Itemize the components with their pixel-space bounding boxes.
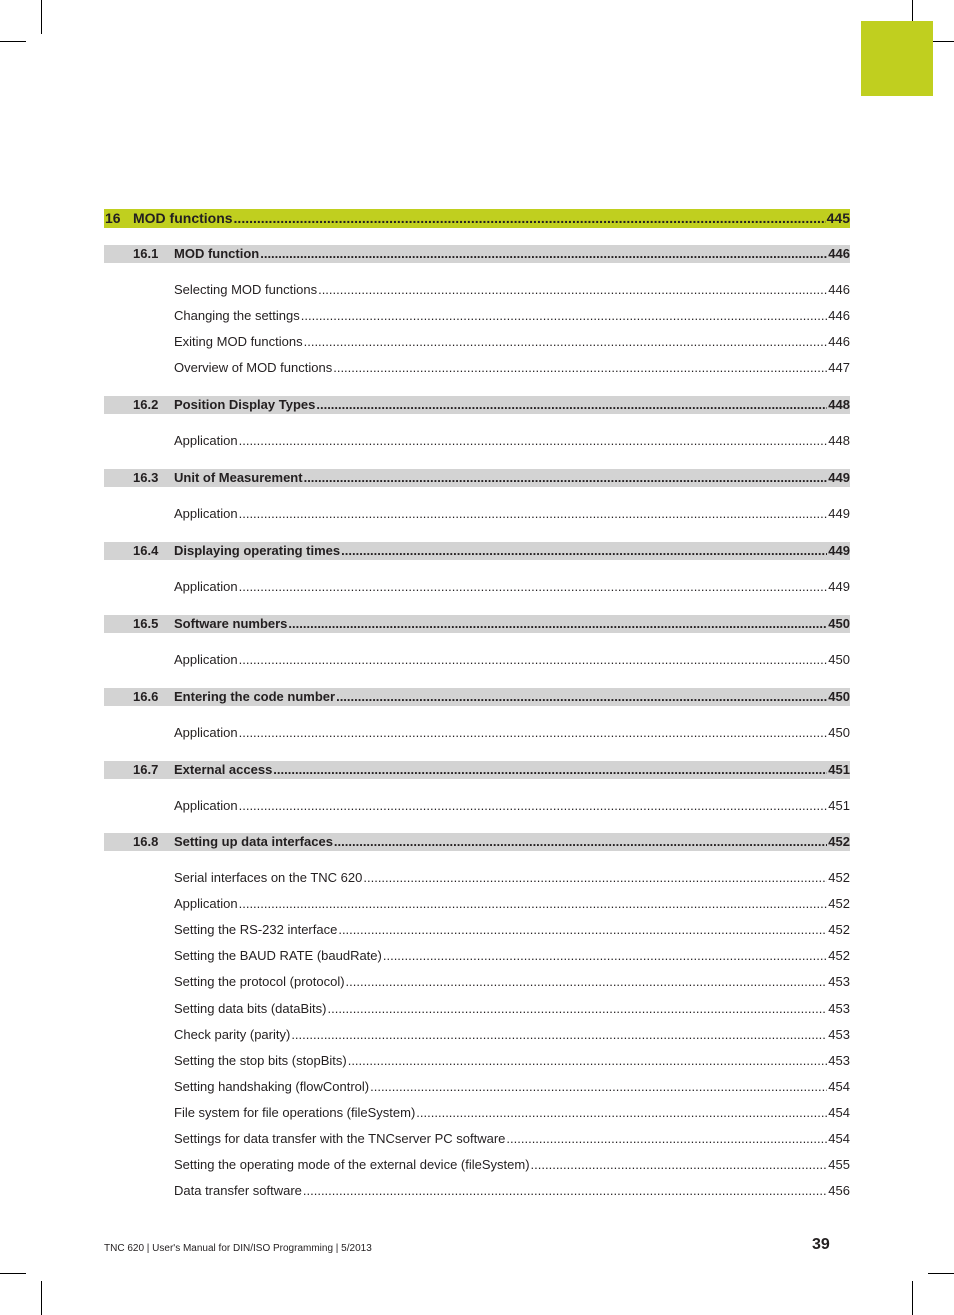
dot-leader (260, 245, 827, 263)
section-heading[interactable] (174, 833, 850, 851)
dot-leader (383, 947, 827, 965)
entry-page: 454 (828, 1104, 850, 1120)
section-title: Position Display Types (174, 397, 316, 412)
entry-page: 450 (828, 652, 850, 667)
dot-leader (416, 1104, 827, 1122)
section-title: Software numbers (174, 616, 288, 631)
dot-leader (291, 1026, 827, 1044)
section-title: Entering the code number (174, 689, 336, 704)
toc-entry[interactable] (174, 947, 850, 965)
dot-leader (303, 1182, 827, 1200)
entry-title: Setting the stop bits (stopBits) (174, 1052, 347, 1068)
section-page: 450 (828, 689, 850, 704)
toc-entry[interactable] (174, 724, 850, 742)
section-title: Setting up data interfaces (174, 834, 333, 849)
section-number: 16.2 (133, 397, 159, 412)
toc-entry[interactable] (174, 869, 850, 887)
dot-leader (334, 833, 827, 851)
entry-title: Application (174, 433, 238, 448)
dot-leader (346, 973, 828, 991)
entry-page: 448 (828, 433, 850, 448)
toc-entry[interactable] (174, 1000, 850, 1018)
entry-page: 449 (828, 506, 850, 521)
entry-title: Setting the operating mode of the external device (fileSystem) (174, 1157, 530, 1173)
toc-entry[interactable] (174, 1182, 850, 1200)
dot-leader (506, 1130, 827, 1148)
toc-entry[interactable] (174, 359, 850, 377)
dot-leader (316, 396, 827, 414)
dot-leader (288, 615, 827, 633)
toc-entry[interactable] (174, 895, 850, 913)
entry-title: Check parity (parity) (174, 1026, 291, 1042)
section-number: 16.8 (133, 834, 159, 849)
entry-page: 455 (828, 1157, 850, 1173)
entry-title: Changing the settings (174, 308, 300, 324)
dot-leader (341, 542, 827, 560)
toc-entry[interactable] (174, 1130, 850, 1148)
section-number: 16.5 (133, 616, 159, 631)
section-number: 16.4 (133, 543, 159, 558)
section-number: 16.3 (133, 470, 159, 485)
chapter-page: 445 (826, 210, 850, 226)
entry-page: 454 (828, 1131, 850, 1146)
dot-leader (239, 724, 828, 742)
crop-mark (0, 41, 26, 42)
section-title: External access (174, 762, 273, 777)
section-heading[interactable] (174, 688, 850, 706)
entry-title: Setting handshaking (flowControl) (174, 1078, 370, 1094)
dot-leader (301, 307, 828, 325)
dot-leader (239, 797, 828, 815)
section-page: 449 (828, 470, 850, 485)
chapter-number: 16 (105, 210, 121, 226)
dot-leader (239, 651, 828, 669)
toc-entry[interactable] (174, 973, 850, 991)
entry-title: Selecting MOD functions (174, 282, 318, 297)
dot-leader (348, 1052, 828, 1070)
entry-page: 453 (828, 1000, 850, 1016)
entry-title: Application (174, 652, 238, 667)
entry-page: 446 (828, 334, 850, 350)
section-heading[interactable] (174, 542, 850, 560)
dot-leader (304, 333, 828, 351)
dot-leader (338, 921, 827, 939)
dot-leader (531, 1156, 828, 1174)
entry-title: Data transfer software (174, 1183, 302, 1199)
entry-title: Setting the RS-232 interface (174, 922, 338, 938)
dot-leader (239, 432, 828, 450)
crop-mark (0, 1273, 26, 1274)
toc-entry[interactable] (174, 1156, 850, 1174)
dot-leader (304, 469, 828, 487)
toc-entry[interactable] (174, 432, 850, 450)
chapter-tab-marker (861, 21, 933, 96)
section-number: 16.1 (133, 246, 159, 261)
dot-leader (336, 688, 827, 706)
section-heading[interactable] (174, 615, 850, 633)
toc-entry[interactable] (174, 1078, 850, 1096)
dot-leader (239, 578, 828, 596)
dot-leader (239, 505, 828, 523)
entry-page: 454 (828, 1078, 850, 1094)
section-page: 449 (828, 543, 850, 558)
chapter-heading[interactable] (133, 209, 850, 228)
toc-entry[interactable] (174, 1052, 850, 1070)
section-page: 451 (828, 762, 850, 777)
entry-title: File system for file operations (fileSystem) (174, 1104, 416, 1120)
entry-page: 453 (828, 1026, 850, 1042)
crop-mark (928, 1273, 954, 1274)
toc-entry[interactable] (174, 505, 850, 523)
entry-page: 450 (828, 725, 850, 740)
toc-entry[interactable] (174, 797, 850, 815)
toc-entry[interactable] (174, 651, 850, 669)
section-page: 448 (828, 397, 850, 412)
section-number: 16.6 (133, 689, 159, 704)
entry-title: Application (174, 725, 238, 740)
entry-page: 452 (828, 870, 850, 885)
crop-mark (41, 1281, 42, 1315)
entry-title: Application (174, 798, 238, 813)
toc-entry[interactable] (174, 1104, 850, 1122)
footer-text: TNC 620 | User's Manual for DIN/ISO Programming | 5/2013 (104, 1243, 372, 1254)
entry-page: 452 (828, 948, 850, 964)
section-page: 446 (828, 246, 850, 261)
section-heading[interactable] (174, 396, 850, 414)
entry-title: Settings for data transfer with the TNCserver PC software (174, 1131, 506, 1146)
page-number: 39 (812, 1236, 830, 1253)
section-heading[interactable] (174, 245, 850, 263)
entry-title: Application (174, 506, 238, 521)
section-page: 452 (828, 834, 850, 849)
section-heading[interactable] (174, 469, 850, 487)
crop-mark (41, 0, 42, 34)
entry-page: 453 (828, 1052, 850, 1068)
section-title: Unit of Measurement (174, 470, 303, 485)
toc-entry[interactable] (174, 281, 850, 299)
entry-title: Exiting MOD functions (174, 334, 303, 350)
entry-title: Application (174, 896, 238, 912)
entry-page: 447 (828, 360, 850, 376)
entry-page: 456 (828, 1183, 850, 1199)
dot-leader (370, 1078, 827, 1096)
entry-page: 451 (828, 798, 850, 813)
entry-title: Setting data bits (dataBits) (174, 1000, 327, 1016)
dot-leader (273, 761, 827, 779)
entry-title: Application (174, 579, 238, 594)
dot-leader (239, 895, 828, 913)
dot-leader (318, 281, 827, 299)
entry-page: 449 (828, 579, 850, 594)
entry-page: 453 (828, 974, 850, 990)
toc-entry[interactable] (174, 1026, 850, 1044)
entry-title: Setting the BAUD RATE (baudRate) (174, 948, 382, 964)
entry-title: Serial interfaces on the TNC 620 (174, 870, 363, 885)
dot-leader (363, 869, 827, 887)
dot-leader (333, 359, 827, 377)
section-page: 450 (828, 616, 850, 631)
chapter-title: MOD functions (133, 210, 233, 226)
crop-mark (912, 1281, 913, 1315)
toc-entry[interactable] (174, 578, 850, 596)
entry-page: 446 (828, 308, 850, 324)
section-title: MOD function (174, 246, 260, 261)
dot-leader (327, 1000, 827, 1018)
section-number: 16.7 (133, 762, 159, 777)
section-heading[interactable] (174, 761, 850, 779)
dot-leader (234, 209, 826, 228)
entry-title: Overview of MOD functions (174, 360, 333, 376)
section-title: Displaying operating times (174, 543, 341, 558)
toc-entry[interactable] (174, 307, 850, 325)
entry-page: 452 (828, 922, 850, 938)
toc-entry[interactable] (174, 921, 850, 939)
entry-title: Setting the protocol (protocol) (174, 974, 345, 990)
toc-entry[interactable] (174, 333, 850, 351)
entry-page: 446 (828, 282, 850, 297)
entry-page: 452 (828, 896, 850, 912)
